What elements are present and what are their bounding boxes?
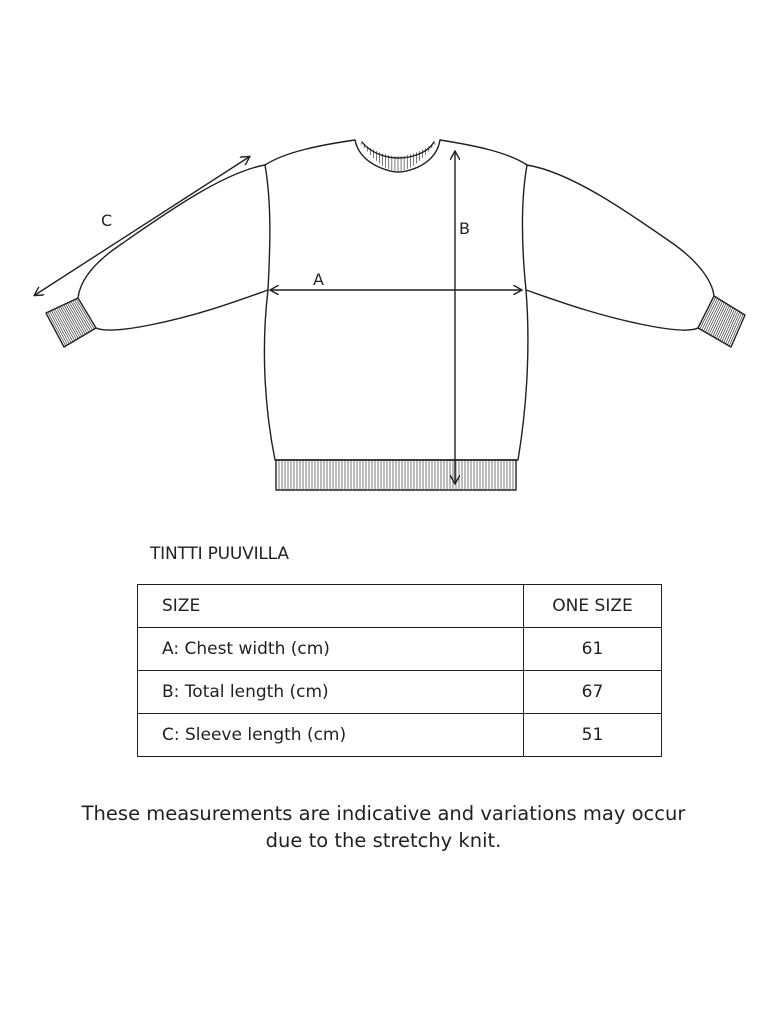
ribbing-line (50, 311, 68, 345)
ribbing-line (702, 298, 718, 330)
right-sleeve-upper (527, 165, 714, 296)
measure-a-label: A (313, 270, 324, 289)
ribbing-line (69, 302, 87, 333)
ribbing-line (724, 311, 738, 343)
row-value-sleeve-length: 51 (524, 714, 662, 757)
ribbing-line (700, 297, 716, 329)
row-label-chest-width: A: Chest width (cm) (138, 628, 524, 671)
ribbing-line (715, 306, 730, 338)
ribbing-line (53, 310, 71, 343)
collar-inner (362, 142, 434, 158)
left-sleeve-upper (78, 165, 265, 298)
collar-outer (355, 140, 440, 172)
row-label-sleeve-length: C: Sleeve length (cm) (138, 714, 524, 757)
ribbing-line (716, 307, 731, 339)
table-row (138, 628, 662, 671)
right-sleeve-lower (526, 290, 698, 330)
row-label-total-length: B: Total length (cm) (138, 671, 524, 714)
ribbing-line (713, 304, 728, 336)
ribbing-line (74, 300, 92, 330)
ribbing-line (67, 303, 85, 334)
table-header-one-size: ONE SIZE (524, 585, 662, 628)
ribbing-line (48, 312, 66, 346)
table-row (138, 714, 662, 757)
ribbing-line (58, 307, 76, 339)
ribbing-line (66, 304, 84, 336)
table-header-size: SIZE (138, 585, 524, 628)
ribbing-line (57, 308, 75, 341)
row-value-chest-width: 61 (524, 628, 662, 671)
ribbing-line (729, 314, 743, 346)
measure-c-line (35, 157, 249, 295)
ribbing-line (726, 312, 740, 344)
ribbing-line (704, 299, 720, 331)
ribbing-line (62, 306, 80, 338)
ribbing-line (76, 299, 94, 329)
ribbing-line (711, 303, 726, 335)
ribbing-line (55, 309, 73, 342)
product-name: TINTTI PUUVILLA (150, 544, 289, 564)
table-row (138, 671, 662, 714)
measure-c-label: C (101, 211, 113, 230)
ribbing-line (709, 302, 724, 334)
note-line-1: These measurements are indicative and variations may occur (81, 802, 686, 825)
left-sleeve-lower (96, 290, 268, 330)
measurement-note (0, 800, 767, 854)
size-table (137, 584, 662, 757)
ribbing-line (720, 309, 735, 341)
row-value-total-length: 67 (524, 671, 662, 714)
table-header-row (138, 585, 662, 628)
note-line-2: due to the stretchy knit. (265, 829, 502, 852)
sweater-body-outline (264, 140, 528, 460)
ribbing-line (718, 308, 733, 340)
ribbing-line (71, 301, 89, 332)
measure-b-label: B (459, 219, 470, 238)
ribbing-line (705, 300, 721, 332)
ribbing-line (60, 306, 78, 338)
ribbing-line (722, 310, 737, 342)
ribbing-line (64, 305, 82, 337)
